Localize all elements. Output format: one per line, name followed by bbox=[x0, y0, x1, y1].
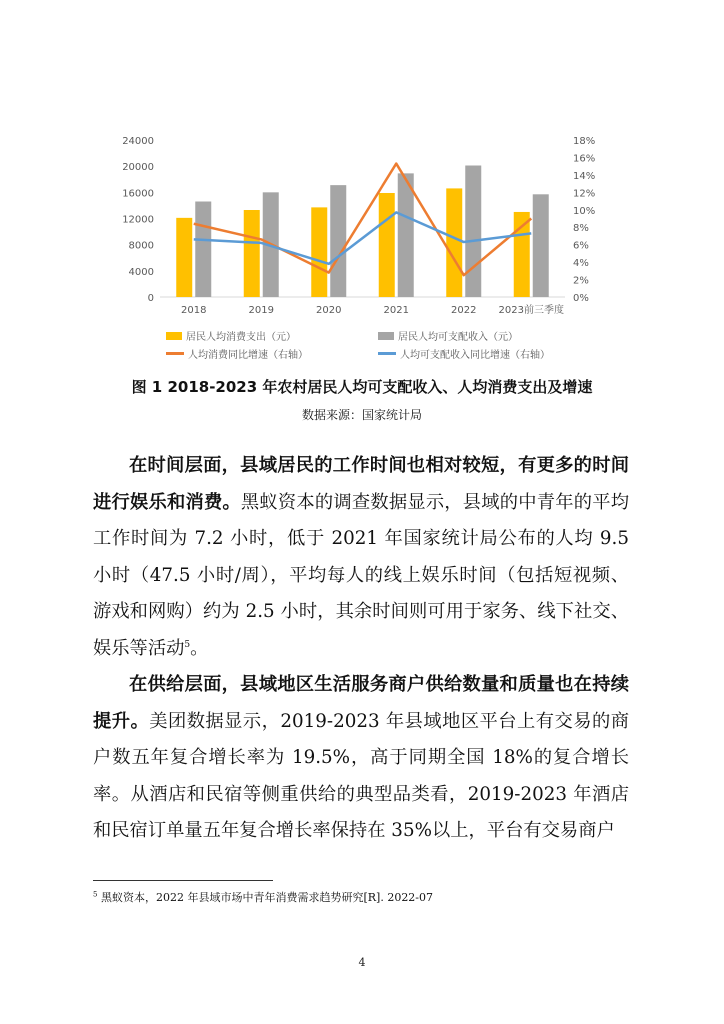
y-right-tick-label: 18% bbox=[573, 136, 596, 147]
bar-consumption bbox=[176, 218, 192, 297]
x-tick-label: 2023前三季度 bbox=[498, 305, 564, 316]
legend-swatch-consumption bbox=[166, 332, 182, 340]
y-right-tick-label: 12% bbox=[573, 188, 596, 200]
bar-consumption bbox=[379, 193, 395, 297]
page-number: 4 bbox=[358, 956, 366, 969]
y-left-tick-label: 24000 bbox=[122, 136, 154, 147]
y-left-tick-label: 4000 bbox=[128, 266, 154, 278]
legend-swatch-income bbox=[378, 332, 394, 340]
y-right-tick-label: 6% bbox=[573, 240, 589, 252]
bar-income bbox=[465, 166, 481, 297]
footnote-text: 黑蚁资本，2022 年县域市场中青年消费需求趋势研究[R]. 2022-07 bbox=[100, 891, 434, 904]
bar-consumption bbox=[514, 212, 530, 297]
figure-caption: 图 1 2018-2023 年农村居民人均可支配收入、人均消费支出及增速 bbox=[131, 378, 593, 396]
legend-swatch-income-growth bbox=[378, 352, 396, 355]
legend-item-consumption-growth bbox=[166, 346, 308, 361]
legend-label-income-growth: 人均可支配收入同比增速（右轴） bbox=[400, 350, 550, 361]
footnote-marker: 5 bbox=[93, 890, 98, 899]
bar-income bbox=[330, 185, 346, 297]
paragraph-tail: 。 bbox=[190, 637, 209, 659]
y-left-tick-label: 20000 bbox=[122, 162, 154, 174]
y-left-tick-label: 16000 bbox=[122, 188, 154, 200]
legend-label-income: 居民人均可支配收入（元） bbox=[398, 332, 518, 343]
figure-source: 数据来源：国家统计局 bbox=[301, 408, 422, 422]
x-tick-label: 2019 bbox=[248, 305, 274, 316]
bar-consumption bbox=[446, 188, 462, 297]
legend-item-income bbox=[378, 328, 518, 343]
legend-label-consumption-growth: 人均消费同比增速（右轴） bbox=[188, 350, 308, 361]
legend-swatch-consumption-growth bbox=[166, 352, 184, 355]
x-tick-label: 2022 bbox=[451, 305, 477, 316]
y-left-tick-label: 0 bbox=[147, 293, 154, 304]
legend-item-income-growth bbox=[378, 346, 550, 361]
legend-item-consumption bbox=[166, 328, 296, 343]
y-right-tick-label: 16% bbox=[573, 153, 596, 165]
body-paragraph-supply bbox=[93, 667, 629, 850]
bar-line-chart bbox=[0, 0, 724, 330]
footnote-ref: 5 bbox=[184, 639, 191, 650]
y-right-tick-label: 0% bbox=[573, 293, 589, 304]
x-tick-label: 2020 bbox=[316, 305, 342, 316]
legend-label-consumption: 居民人均消费支出（元） bbox=[186, 332, 296, 343]
y-left-tick-label: 12000 bbox=[122, 214, 154, 226]
bar-income bbox=[398, 173, 414, 297]
footnote-divider bbox=[93, 880, 273, 881]
bar-consumption bbox=[311, 207, 327, 297]
body-paragraph-time bbox=[93, 448, 629, 667]
y-left-tick-label: 8000 bbox=[128, 240, 154, 252]
x-tick-label: 2021 bbox=[383, 305, 409, 316]
y-right-tick-label: 10% bbox=[573, 205, 596, 217]
bar-consumption bbox=[244, 210, 260, 297]
paragraph-text: 黑蚁资本的调查数据显示，县域的中青年的平均工作时间为 7.2 小时，低于 2021 年国家统计局公布的人均 9.5 小时（47.5 小时/周），平均每人的线上娱乐时间（包括短视频、游戏和网购）约为 2.5 小时，其余时间则可用于家务、线下社交、娱乐等活动 bbox=[93, 491, 630, 659]
paragraph-lead: 在供给层面，县域地区生活服务商户供给数量和质量也在持续提升。 bbox=[93, 674, 629, 732]
bar-income bbox=[533, 194, 549, 297]
y-right-tick-label: 2% bbox=[573, 275, 589, 287]
y-right-tick-label: 4% bbox=[573, 258, 589, 270]
x-tick-label: 2018 bbox=[181, 305, 207, 316]
paragraph-lead: 在时间层面，县域居民的工作时间也相对较短，有更多的时间进行娱乐和消费。 bbox=[93, 455, 629, 513]
y-right-tick-label: 14% bbox=[573, 170, 596, 182]
paragraph-text: 美团数据显示，2019-2023 年县域地区平台上有交易的商户数五年复合增长率为 19.5%，高于同期全国 18%的复合增长率。从酒店和民宿等侧重供给的典型品类看，2019-2023 年酒店和民宿订单量五年复合增长率保持在 35%以上，平台有交易商户 bbox=[93, 710, 629, 841]
footnote bbox=[93, 889, 433, 905]
chart-legend bbox=[166, 326, 586, 362]
y-right-tick-label: 8% bbox=[573, 223, 589, 235]
bar-income bbox=[195, 201, 211, 297]
